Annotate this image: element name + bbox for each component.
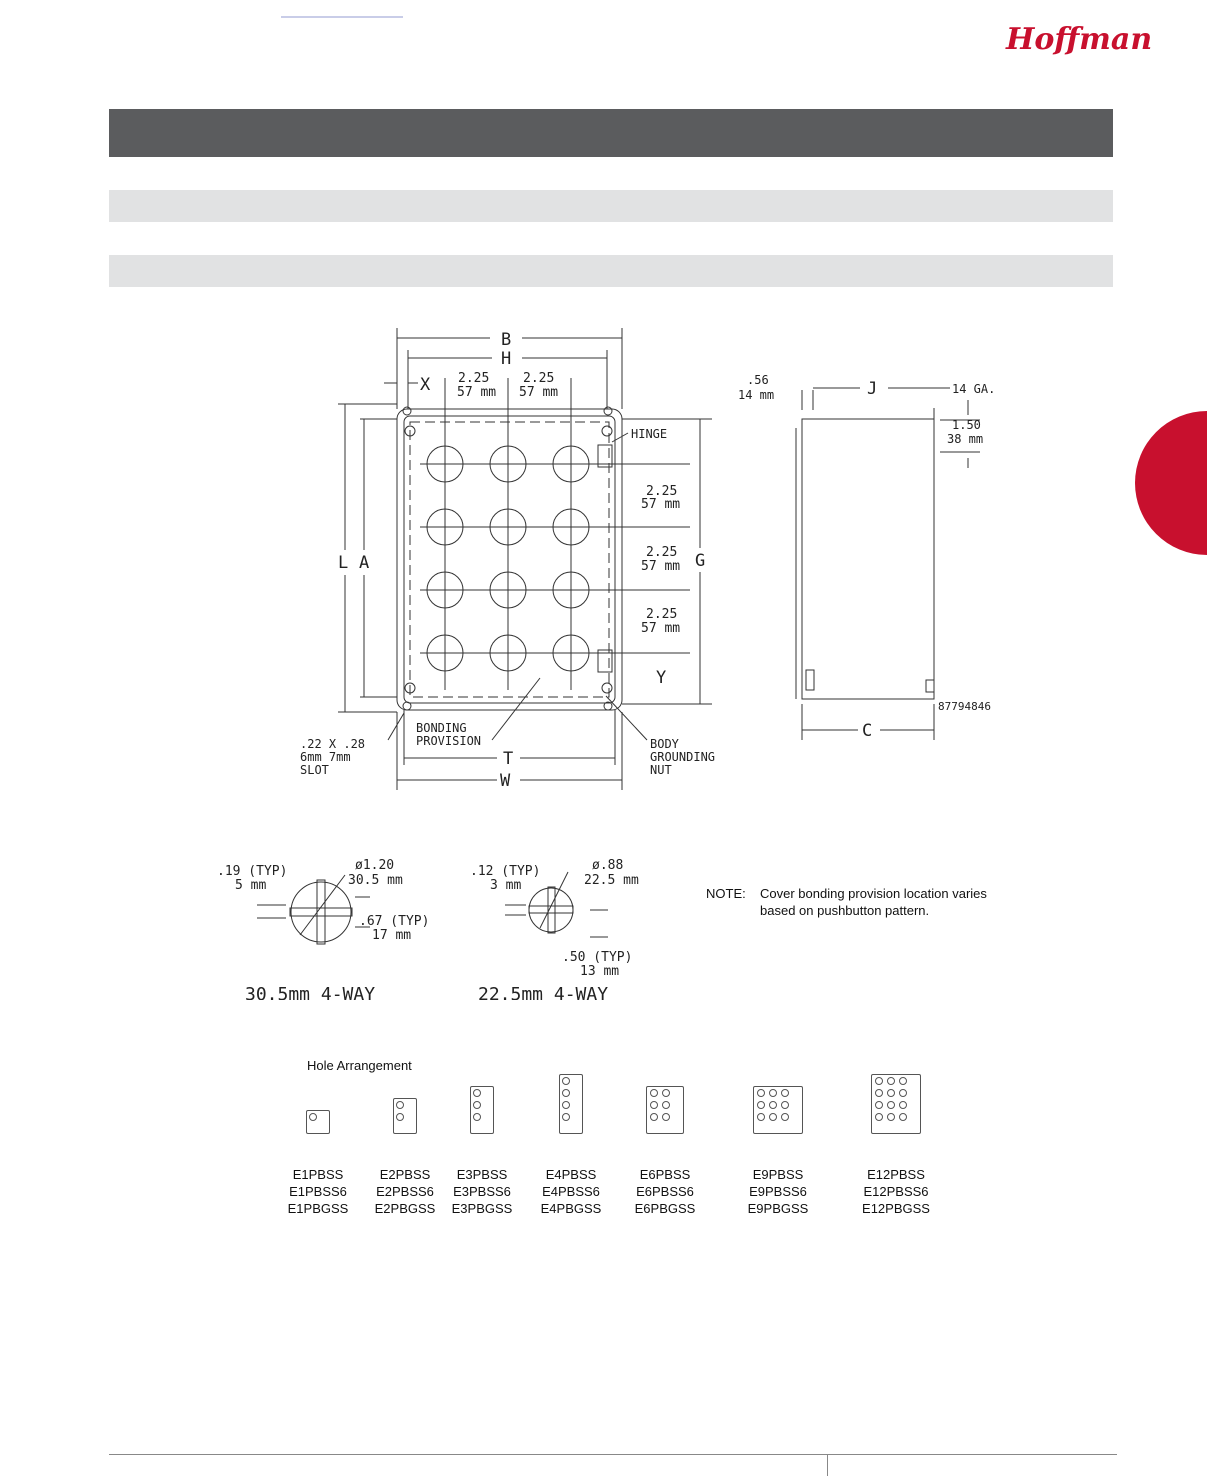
arrangement-hole (473, 1101, 481, 1109)
dim-w: W (500, 771, 511, 791)
hoffman-logo: Hoffman (1006, 22, 1153, 57)
dim-b: B (501, 330, 512, 350)
model-number: E9PBSS (752, 1167, 804, 1182)
arrangement-hole (875, 1113, 883, 1121)
arrangement-hole (899, 1077, 907, 1085)
model-number: E12PBSS6 (863, 1184, 929, 1199)
arrangement-hole (473, 1089, 481, 1097)
footer-divider (827, 1454, 828, 1476)
arrangement-panel (470, 1086, 494, 1134)
svg-text:30.5 mm: 30.5 mm (348, 873, 403, 888)
arrangement-hole (781, 1101, 789, 1109)
arrangement-panel (646, 1086, 684, 1134)
dim-h: H (501, 349, 512, 369)
svg-text:2.25: 2.25 (646, 484, 678, 499)
model-number: E1PBSS (292, 1167, 344, 1182)
arrangement-panel (559, 1074, 583, 1134)
svg-text:SLOT: SLOT (300, 763, 329, 777)
note-label: NOTE: (706, 886, 746, 901)
arrangement-hole (662, 1089, 670, 1097)
svg-text:17 mm: 17 mm (372, 928, 412, 943)
arrangement-hole (781, 1113, 789, 1121)
model-number: E1PBSS6 (289, 1184, 347, 1199)
dim-a: A (359, 553, 370, 573)
model-number: E9PBSS6 (749, 1184, 807, 1199)
arrangement-hole (396, 1101, 404, 1109)
arrangement-hole (309, 1113, 317, 1121)
dim-x: X (420, 375, 431, 395)
model-number: E12PBGSS (862, 1201, 930, 1216)
svg-text:57 mm: 57 mm (457, 385, 497, 400)
svg-text:PROVISION: PROVISION (416, 734, 482, 748)
model-number: E4PBGSS (540, 1201, 602, 1216)
svg-text:BODY: BODY (650, 737, 679, 751)
svg-text:2.25: 2.25 (646, 607, 678, 622)
hinge-label: HINGE (631, 427, 668, 441)
svg-text:57 mm: 57 mm (641, 621, 681, 636)
dim-g: G (695, 551, 706, 571)
svg-text:NUT: NUT (650, 763, 672, 777)
arrangement-hole (899, 1113, 907, 1121)
svg-text:ø.88: ø.88 (592, 858, 624, 873)
note-line-2: based on pushbutton pattern. (760, 903, 930, 918)
svg-text:13 mm: 13 mm (580, 964, 620, 979)
svg-text:.56: .56 (747, 373, 769, 387)
arrangement-hole (473, 1113, 481, 1121)
model-number: E3PBSS (456, 1167, 508, 1182)
model-number: E6PBSS (639, 1167, 691, 1182)
svg-text:57 mm: 57 mm (641, 497, 681, 512)
model-number: E6PBGSS (634, 1201, 696, 1216)
arrangement-hole (757, 1101, 765, 1109)
detail-caption-30mm: 30.5mm 4-WAY (245, 984, 376, 1000)
arrangement-hole (899, 1089, 907, 1097)
arrangement-hole (875, 1089, 883, 1097)
svg-text:22.5 mm: 22.5 mm (584, 873, 639, 888)
svg-text:2.25: 2.25 (458, 371, 490, 386)
arrangement-hole (562, 1089, 570, 1097)
arrangement-hole (887, 1113, 895, 1121)
svg-text:3 mm: 3 mm (490, 878, 522, 893)
svg-text:.12 (TYP): .12 (TYP) (470, 864, 541, 879)
side-view-body (802, 419, 934, 699)
arrangement-hole (662, 1113, 670, 1121)
footer-rule (109, 1454, 1117, 1455)
arrangement-panel (871, 1074, 921, 1134)
model-number: E4PBSS6 (542, 1184, 600, 1199)
arrangement-hole (562, 1077, 570, 1085)
hole-arrangement-title: Hole Arrangement (307, 1058, 412, 1073)
svg-text:38 mm: 38 mm (947, 432, 984, 446)
model-number: E2PBSS (379, 1167, 431, 1182)
svg-text:.19 (TYP): .19 (TYP) (217, 864, 288, 879)
dim-c: C (862, 721, 873, 741)
arrangement-hole (769, 1113, 777, 1121)
detail-caption-22mm: 22.5mm 4-WAY (478, 984, 609, 1000)
enclosure-inner (404, 416, 615, 703)
arrangement-panel (306, 1110, 330, 1134)
arrangement-hole (662, 1101, 670, 1109)
arrangement-hole (562, 1101, 570, 1109)
arrangement-hole (396, 1113, 404, 1121)
arrangement-hole (887, 1101, 895, 1109)
dim-j: J (867, 379, 878, 399)
arrangement-hole (887, 1077, 895, 1085)
model-number: E2PBGSS (374, 1201, 436, 1216)
model-number: E2PBSS6 (376, 1184, 434, 1199)
svg-text:GROUNDING: GROUNDING (650, 750, 716, 764)
arrangement-panel (753, 1086, 803, 1134)
dim-t: T (503, 749, 514, 769)
svg-text:14 mm: 14 mm (738, 388, 775, 402)
svg-text:14 GA.: 14 GA. (952, 382, 996, 396)
arrangement-hole (562, 1113, 570, 1121)
arrangement-hole (781, 1089, 789, 1097)
model-number: E12PBSS (867, 1167, 925, 1182)
model-number: E6PBSS6 (636, 1184, 694, 1199)
model-number: E3PBGSS (451, 1201, 513, 1216)
svg-text:.50 (TYP): .50 (TYP) (562, 950, 633, 965)
svg-text:2.25: 2.25 (646, 545, 678, 560)
svg-text:57 mm: 57 mm (519, 385, 559, 400)
dim-l: L (338, 553, 349, 573)
svg-text:1.50: 1.50 (952, 418, 981, 432)
dim-y: Y (656, 668, 667, 688)
arrangement-hole (899, 1101, 907, 1109)
arrangement-hole (757, 1113, 765, 1121)
svg-text:.22 X .28: .22 X .28 (300, 737, 366, 751)
arrangement-hole (650, 1113, 658, 1121)
svg-text:BONDING: BONDING (416, 721, 467, 735)
arrangement-hole (769, 1089, 777, 1097)
svg-text:6mm 7mm: 6mm 7mm (300, 750, 351, 764)
arrangement-hole (769, 1101, 777, 1109)
part-number: 87794846 (938, 700, 991, 713)
arrangement-hole (887, 1089, 895, 1097)
model-number: E3PBSS6 (453, 1184, 511, 1199)
arrangement-hole (875, 1077, 883, 1085)
svg-text:57 mm: 57 mm (641, 559, 681, 574)
note-line-1: Cover bonding provision location varies (760, 886, 987, 901)
model-number: E9PBGSS (747, 1201, 809, 1216)
model-number: E1PBGSS (287, 1201, 349, 1216)
arrangement-hole (875, 1101, 883, 1109)
svg-text:5 mm: 5 mm (235, 878, 267, 893)
enclosure-outline (397, 409, 622, 710)
arrangement-panel (393, 1098, 417, 1134)
svg-text:2.25: 2.25 (523, 371, 555, 386)
svg-text:.67 (TYP): .67 (TYP) (359, 914, 430, 929)
arrangement-hole (650, 1089, 658, 1097)
arrangement-hole (757, 1089, 765, 1097)
svg-text:ø1.20: ø1.20 (355, 858, 395, 873)
model-number: E4PBSS (545, 1167, 597, 1182)
arrangement-hole (650, 1101, 658, 1109)
